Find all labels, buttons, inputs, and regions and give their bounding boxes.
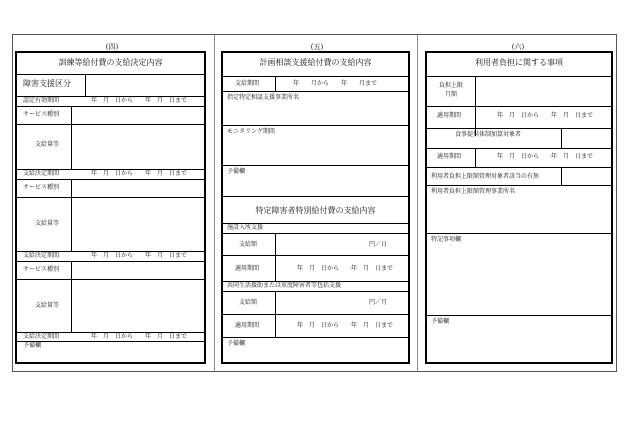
- column-number-four: (四): [105, 43, 119, 51]
- applied-period-range: 年 月 日から 年 月 日まで: [497, 112, 594, 119]
- fold-line: [214, 35, 215, 371]
- office-name-label: 指定特定相談支援事業所名: [227, 94, 300, 101]
- yen-per-month: 円／月: [369, 299, 388, 306]
- supply-amount-label: 支給量等: [35, 141, 60, 148]
- panel-title: 利用者負担に関する事項: [475, 58, 563, 67]
- burden-limit-label: 負担上限: [438, 82, 463, 89]
- applied-period-range: 年 月 日から 年 月 日まで: [297, 322, 394, 329]
- supply-amount-label: 支給量等: [35, 302, 60, 309]
- monitoring-period-label: モニタリング期間: [227, 128, 275, 135]
- panel-training-benefits: [15, 51, 206, 364]
- supply-period-range: 年 月から 年 月まで: [293, 80, 378, 87]
- applied-period-label: 適用期間: [235, 322, 260, 329]
- panel-title: 訓練等給付費の支給決定内容: [58, 58, 163, 67]
- decision-period-range: 年 月 日から 年 月 日まで: [91, 252, 188, 259]
- remarks-label: 予備欄: [227, 168, 246, 175]
- panel-plan-consultation: [221, 51, 410, 364]
- amount-label: 支給額: [239, 241, 258, 248]
- facility-support-label: 施設入所支援: [227, 224, 264, 231]
- remarks-label: 予備欄: [227, 340, 246, 347]
- decision-period-label: 支給決定期間: [23, 333, 60, 340]
- applied-period-range: 年 月 日から 年 月 日まで: [297, 265, 394, 272]
- remarks-label: 予備欄: [23, 342, 42, 349]
- management-office-label: 利用者負担上限額管理事業所名: [431, 188, 516, 195]
- valid-period-label: 認定有効期間: [23, 97, 60, 104]
- decision-period-label: 支給決定期間: [23, 170, 60, 177]
- applied-period-label: 適用期間: [235, 265, 260, 272]
- group-home-label: 共同生活援助または重度障害者等包括支援: [227, 282, 342, 289]
- supply-period-label: 支給期間: [235, 80, 260, 87]
- column-number-five: (五): [310, 43, 324, 51]
- remarks-label: 予備欄: [431, 318, 450, 325]
- meal-provision-label: 食事提供体制加算対象者: [455, 131, 522, 138]
- service-type-label: サービス種別: [23, 184, 60, 191]
- management-target-label: 利用者負担上限額管理対象者該当の有無: [431, 173, 540, 180]
- fold-line: [417, 35, 418, 371]
- applied-period-label: 適用期間: [437, 153, 462, 160]
- decision-period-range: 年 月 日から 年 月 日まで: [91, 170, 188, 177]
- amount-label: 支給額: [239, 299, 258, 306]
- yen-per-day: 円／日: [369, 241, 388, 248]
- panel-user-burden: [425, 51, 613, 364]
- decision-period-range: 年 月 日から 年 月 日まで: [91, 333, 188, 340]
- applied-period-label: 適用期間: [437, 112, 462, 119]
- column-number-six: (六): [511, 43, 525, 51]
- supply-amount-label: 支給量等: [35, 220, 60, 227]
- panel-title: 計画相談支援給付費の支給内容: [259, 58, 372, 67]
- burden-limit-label-2: 月額: [444, 91, 457, 98]
- service-type-label: サービス種別: [23, 266, 60, 273]
- decision-period-label: 支給決定期間: [23, 252, 60, 259]
- applied-period-range: 年 月 日から 年 月 日まで: [497, 153, 594, 160]
- special-notes-label: 特記事項欄: [431, 236, 462, 243]
- support-category-label: 障害支援区分: [23, 79, 71, 88]
- valid-period-range: 年 月 日から 年 月 日まで: [91, 97, 188, 104]
- sub-section-title: 特定障害者特別給付費の支給内容: [255, 206, 376, 215]
- service-type-label: サービス種別: [23, 111, 60, 118]
